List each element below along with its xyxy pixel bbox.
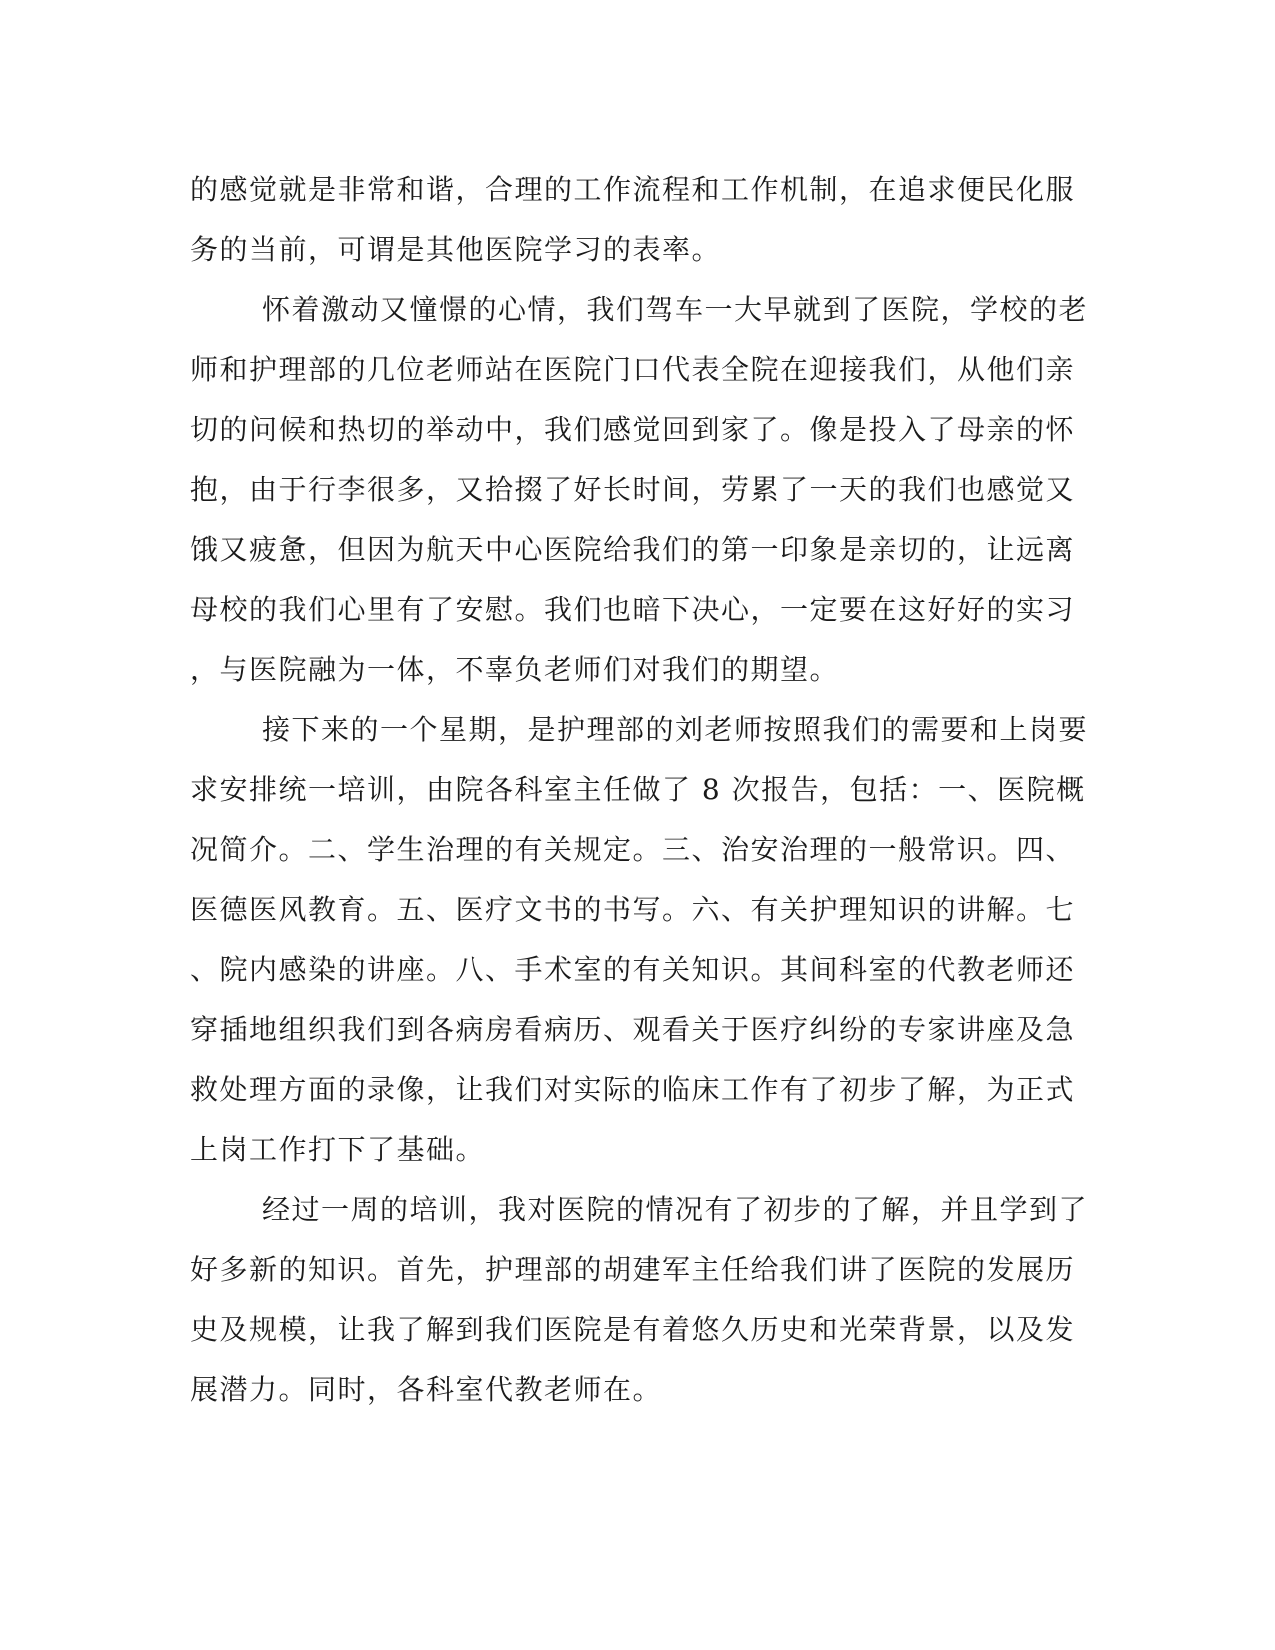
paragraph-start-line: 怀着激动又憧憬的心情，我们驾车一大早就到了医院，学校的老 (262, 293, 1089, 326)
text-line: 展潜力。同时，各科室代教老师在。 (190, 1373, 663, 1406)
text-line: 上岗工作打下了基础。 (190, 1133, 486, 1166)
text-line: 抱，由于行李很多，又拾掇了好长时间，劳累了一天的我们也感觉又 (190, 473, 1076, 506)
text-line: 求安排统一培训，由院各科室主任做了 8 次报告，包括：一、医院概 (190, 773, 1086, 806)
text-line: 师和护理部的几位老师站在医院门口代表全院在迎接我们，从他们亲 (190, 353, 1076, 386)
text-line: 好多新的知识。首先，护理部的胡建军主任给我们讲了医院的发展历 (190, 1253, 1076, 1286)
paragraph-start-line: 接下来的一个星期，是护理部的刘老师按照我们的需要和上岗要 (262, 713, 1089, 746)
text-line: 、院内感染的讲座。八、手术室的有关知识。其间科室的代教老师还 (190, 953, 1076, 986)
text-line: 饿又疲惫，但因为航天中心医院给我们的第一印象是亲切的，让远离 (190, 533, 1076, 566)
paragraph-start-line: 经过一周的培训，我对医院的情况有了初步的了解，并且学到了 (262, 1193, 1089, 1226)
text-line: 救处理方面的录像，让我们对实际的临床工作有了初步了解，为正式 (190, 1073, 1076, 1106)
text-line: 切的问候和热切的举动中，我们感觉回到家了。像是投入了母亲的怀 (190, 413, 1076, 446)
text-line: ，与医院融为一体，不辜负老师们对我们的期望。 (190, 653, 840, 686)
text-line: 母校的我们心里有了安慰。我们也暗下决心，一定要在这好好的实习 (190, 593, 1076, 626)
body-text (190, 160, 1089, 1420)
text-line: 务的当前，可谓是其他医院学习的表率。 (190, 233, 722, 266)
text-line: 医德医风教育。五、医疗文书的书写。六、有关护理知识的讲解。七 (190, 893, 1076, 926)
text-line: 穿插地组织我们到各病房看病历、观看关于医疗纠纷的专家讲座及急 (190, 1013, 1076, 1046)
text-line: 况简介。二、学生治理的有关规定。三、治安治理的一般常识。四、 (190, 833, 1076, 866)
text-line: 的感觉就是非常和谐，合理的工作流程和工作机制，在追求便民化服 (190, 173, 1076, 206)
text-line: 史及规模，让我了解到我们医院是有着悠久历史和光荣背景，以及发 (190, 1313, 1076, 1346)
